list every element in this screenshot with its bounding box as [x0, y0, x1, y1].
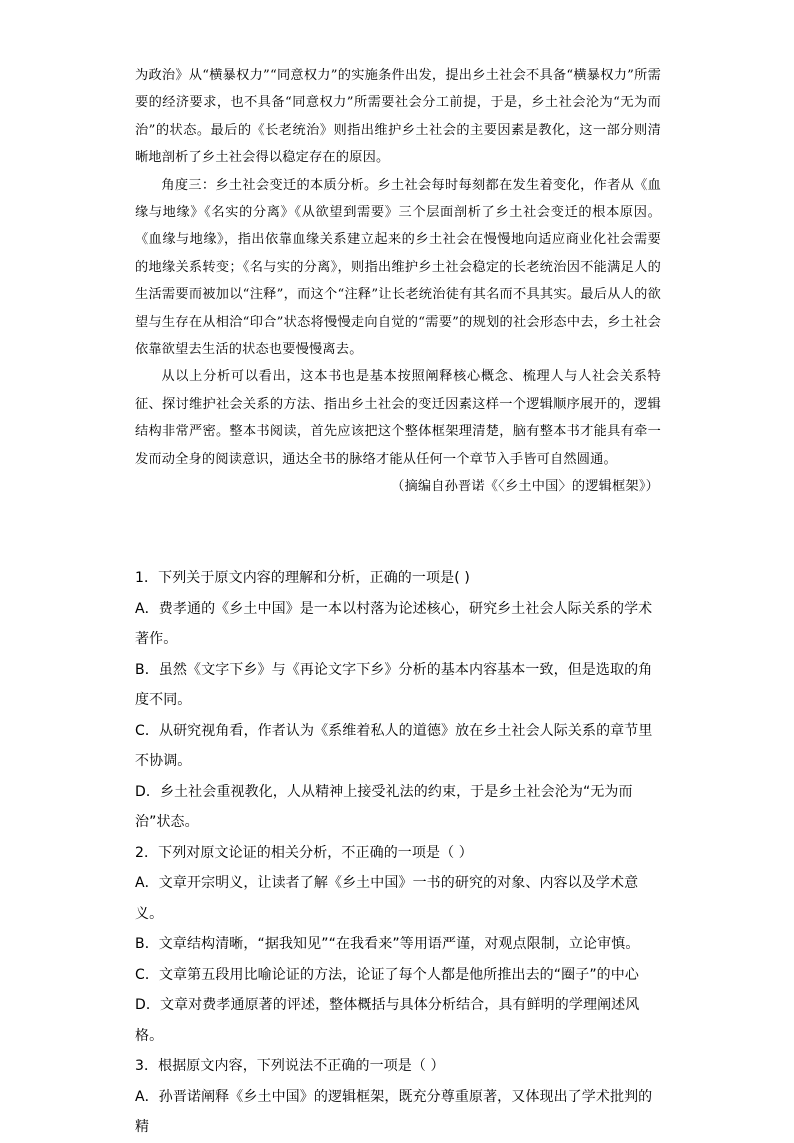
question-stem: 3．根据原文内容，下列说法不正确的一项是（ ） [135, 1058, 445, 1074]
passage-paragraph-angle-three: 角度三：乡土社会变迁的本质分析。乡土社会每时每刻都在发生着变化，作者从《血缘与地缘》《名实的分离》《从欲望到需要》三个层面剖析了乡土社会变迁的根本原因。《血缘与地缘》，指出依靠血缘关系建立起来的乡土社会在慢慢地向适应商业化社会需要的地缘关系转变；《名与实的分离》，则指出维护乡土社会稳定的长老统治因不能满足人的生活需要而被加以“注释”，而这个“注释”让长老统治徒有其名而不具其实。最后从人的欲望与生存在从相洽“印合”状态将慢慢走向自觉的“需要”的规划的社会形态中去，乡土社会依靠欲望去生活的状态也要慢慢离去。 [135, 177, 661, 358]
question-3 [135, 1051, 661, 1143]
question-stem: 1．下列关于原文内容的理解和分析，正确的一项是( ) [135, 570, 470, 586]
option-d: D．文章对费孝通原著的评述，整体概括与具体分析结合，具有鲜明的学理阐述风格。 [135, 997, 640, 1044]
option-d: D．乡土社会重视教化，人从精神上接受礼法的约束，于是乡土社会沦为“无为而治”状态。 [135, 783, 633, 830]
option-c: C．文章第五段用比喻论证的方法，论证了每个人都是他所推出去的“圈子”的中心 [135, 966, 639, 983]
option-a: A．费孝通的《乡土中国》是一本以村落为论述核心，研究乡土社会人际关系的学术著作。 [135, 600, 653, 647]
option-b: B．虽然《文字下乡》与《再论文字下乡》分析的基本内容基本一致，但是选取的角度不同。 [135, 661, 653, 708]
passage-paragraph-continued: 为政治》从“横暴权力”“同意权力”的实施条件出发，提出乡土社会不具备“横暴权力”所需要的经济要求，也不具备“同意权力”所需要社会分工前提，于是，乡土社会沦为“无为而治”的状态。最后的《长老统治》则指出维护乡土社会的主要因素是教化，这一部分则清晰地剖析了乡土社会得以稳定存在的原因。 [135, 68, 661, 166]
question-1 [135, 563, 661, 838]
option-a: A．文章开宗明义，让读者了解《乡土中国》一书的研究的对象、内容以及学术意义。 [135, 875, 639, 922]
passage-source: （摘编自孙晋诺《〈乡土中国〉的逻辑框架》） [391, 479, 659, 495]
option-a: A．孙晋诺阐释《乡土中国》的逻辑框架，既充分尊重原著，又体现出了学术批判的精 [135, 1088, 653, 1135]
reading-passage [135, 62, 661, 501]
question-stem: 2．下列对原文论证的相关分析，不正确的一项是（ ） [135, 844, 473, 861]
passage-paragraph-conclusion: 从以上分析可以看出，这本书也是基本按照阐释核心概念、梳理人与人社会关系特征、探讨维护社会关系的方法、指出乡土社会的变迁因素这样一个逻辑顺序展开的，逻辑结构非常严密。整本书阅读，首先应该把这个整体框架理清楚，脑有整本书才能具有牵一发而动全身的阅读意识，通达全书的脉络才能从任何一个章节入手皆可自然圆通。 [135, 369, 661, 467]
option-c: C．从研究视角看，作者认为《系维着私人的道德》放在乡土社会人际关系的章节里不协调。 [135, 722, 653, 769]
question-2 [135, 838, 661, 1052]
option-b: B．文章结构清晰，“据我知见”“在我看来”等用语严谨，对观点限制，立论审慎。 [135, 936, 640, 952]
question-list [135, 563, 661, 1143]
